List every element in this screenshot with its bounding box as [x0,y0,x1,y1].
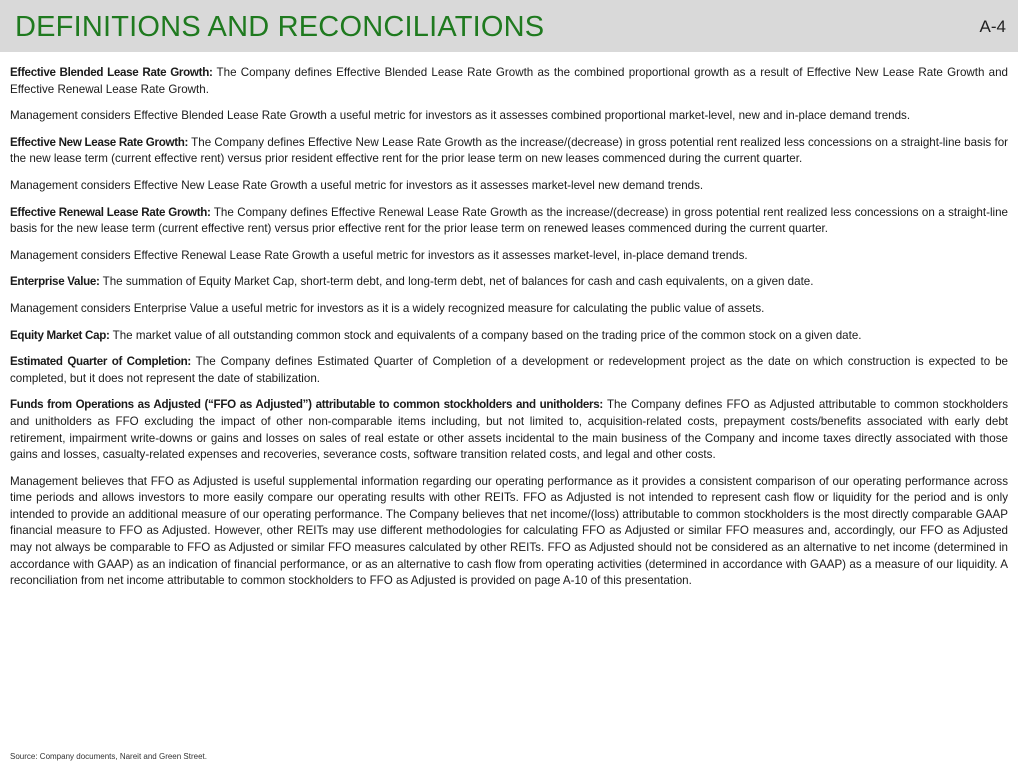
definition-text: The Company defines Effective New Lease Rate Growth as the increase/(decrease) in gross potential rent realized less concessions on a straight-line basis for the new lease term (current effective rent) versus prior resident effective rent for the prior lease term on new leases commenced during the current quarter. [10,135,1008,166]
definition-term: Equity Market Cap: [10,328,110,342]
definition-term: Funds from Operations as Adjusted (“FFO as Adjusted”) attributable to common stockholders and unitholders: [10,398,603,412]
definition-text: The market value of all outstanding common stock and equivalents of a company based on the trading price of the common stock on a given date. [109,328,862,342]
definition-paragraph [10,301,1008,318]
definition-paragraph [10,178,1008,195]
definition-paragraph [10,65,1008,98]
definition-text: The Company defines Effective Renewal Lease Rate Growth as the increase/(decrease) in gross potential rent realized less concessions on a straight-line basis for the new lease term (current effective rent) versus prior effective rent for the prior lease term on renewed leases commenced during the current quarter. [10,205,1008,236]
definition-paragraph [10,274,1008,291]
page-number: A-4 [979,17,1006,36]
definition-text: The Company defines Effective Blended Lease Rate Growth as the combined proportional growth as a result of Effective New Lease Rate Growth and Effective Renewal Lease Rate Growth. [10,66,1008,96]
definition-paragraph [10,135,1008,168]
definition-paragraph [10,328,1008,345]
definition-term: Effective Renewal Lease Rate Growth: [10,205,211,219]
definition-term: Estimated Quarter of Completion: [10,355,191,369]
definition-paragraph [10,205,1008,238]
page-title: DEFINITIONS AND RECONCILIATIONS [15,11,545,43]
definition-term: Effective Blended Lease Rate Growth: [10,66,213,79]
definition-paragraph [10,474,1008,590]
definition-text: The Company defines Estimated Quarter of Completion of a development or redevelopment project as the date on which construction is expected to be completed, but it does not represent the date of stabilization. [10,355,1009,385]
definitions-body [10,65,1008,600]
definition-paragraph [10,108,1008,125]
header-bar [0,0,1018,52]
definition-term: Enterprise Value: [10,275,100,289]
definition-paragraph [10,248,1008,265]
definition-text: Management considers Effective Blended Lease Rate Growth a useful metric for investors as it assesses combined proportional market-level, new and in-place demand trends. [10,109,911,123]
definition-paragraph [10,354,1008,387]
definition-term: Effective New Lease Rate Growth: [10,135,189,149]
definition-text: The Company defines FFO as Adjusted attributable to common stockholders and unitholders as FFO excluding the impact of other non-comparable items including, but not limited to, acquisition-related costs, prepayment costs/benefits associated with early debt retirement, impairment write-downs or gains and losses on sales of real estate or other assets incidental to the main business of the Company and income taxes directly associated with those gains and losses, casualty-related expenses and recoveries, severance costs, software transition related costs, and legal and other costs. [10,398,1008,462]
definition-text: Management considers Effective Renewal Lease Rate Growth a useful metric for investors as it assesses market-level, in-place demand trends. [10,248,748,262]
definition-text: Management considers Enterprise Value a useful metric for investors as it is a widely recognized measure for calculating the public value of assets. [10,301,765,315]
definition-text: Management believes that FFO as Adjusted is useful supplemental information regarding our operating performance as it provides a consistent comparison of our operating performance across time periods and allows investors to more easily compare our operating results with other REITs. FFO as Adjusted is not intended to represent cash flow or liquidity for the period and is only intended to provide an additional measure of our operating performance. The Company believes that net income/(loss) attributable to common stockholders is the most directly comparable GAAP financial measure to FFO as Adjusted. However, other REITs may use different methodologies for calculating FFO as Adjusted or similar FFO measures and, accordingly, our FFO as Adjusted may not always be comparable to FFO as Adjusted or similar FFO measures calculated by other REITs. FFO as Adjusted should not be considered as an alternative to net income (determined in accordance with GAAP) as an indication of financial performance, or as an alternative to cash flow from operating activities (determined in accordance with GAAP) as a measure of our liquidity. A reconciliation from net income attributable to common stockholders to FFO as Adjusted is provided on page A-10 of this presentation. [10,474,1008,588]
source-footnote: Source: Company documents, Nareit and Green Street. [10,752,207,761]
definition-text: The summation of Equity Market Cap, short-term debt, and long-term debt, net of balances for cash and cash equivalents, on a given date. [99,275,814,289]
definition-text: Management considers Effective New Lease Rate Growth a useful metric for investors as it assesses market-level new demand trends. [10,178,704,192]
definition-paragraph [10,397,1008,463]
